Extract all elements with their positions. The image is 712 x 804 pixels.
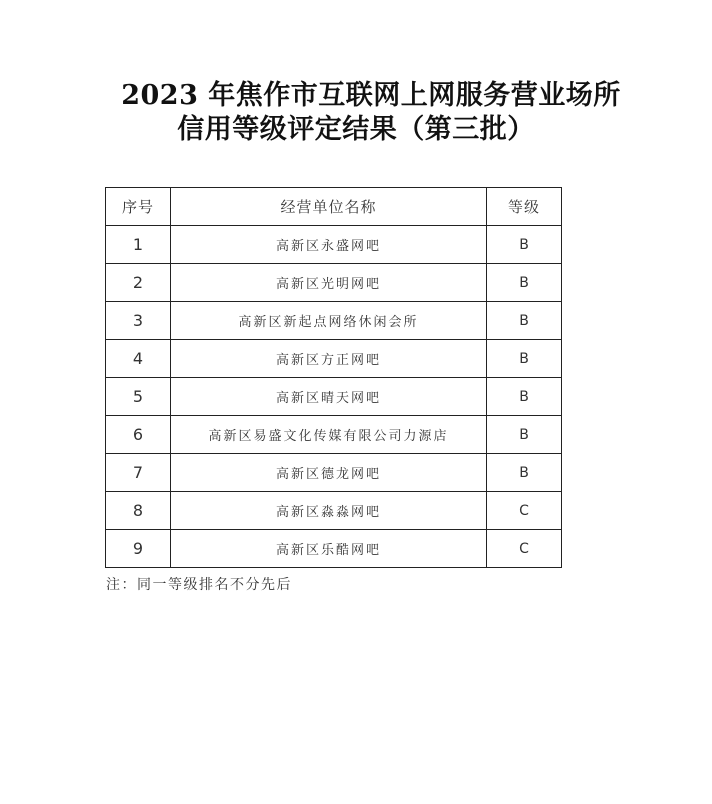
header-grade: 等级: [487, 188, 562, 226]
row-serial-number: 1: [106, 226, 171, 264]
row-grade: B: [487, 416, 562, 454]
document-title-line-2: 信用等级评定结果（第三批）: [177, 114, 535, 145]
row-grade: B: [487, 226, 562, 264]
row-serial-number: 4: [106, 340, 171, 378]
row-serial-number: 3: [106, 302, 171, 340]
table-row: [106, 378, 562, 416]
row-grade: B: [487, 454, 562, 492]
row-business-name: 高新区德龙网吧: [171, 454, 487, 492]
row-grade: B: [487, 302, 562, 340]
table-row: [106, 530, 562, 568]
row-business-name: 高新区光明网吧: [171, 264, 487, 302]
footnote: 注：同一等级排名不分先后: [106, 577, 292, 593]
row-grade: C: [487, 530, 562, 568]
row-business-name: 高新区淼淼网吧: [171, 492, 487, 530]
row-grade: B: [487, 378, 562, 416]
table-row: [106, 264, 562, 302]
row-grade: B: [487, 340, 562, 378]
row-business-name: 高新区乐酷网吧: [171, 530, 487, 568]
row-business-name: 高新区易盛文化传媒有限公司力源店: [171, 416, 487, 454]
row-serial-number: 7: [106, 454, 171, 492]
row-business-name: 高新区方正网吧: [171, 340, 487, 378]
credit-rating-table: [105, 187, 562, 568]
table-row: [106, 416, 562, 454]
header-business-name: 经营单位名称: [171, 188, 487, 226]
document-title-line-1: 2023 年焦作市互联网上网服务营业场所: [121, 80, 621, 111]
row-grade: B: [487, 264, 562, 302]
row-business-name: 高新区新起点网络休闲会所: [171, 302, 487, 340]
table-row: [106, 492, 562, 530]
table-row: [106, 454, 562, 492]
row-grade: C: [487, 492, 562, 530]
table-row: [106, 340, 562, 378]
table-header-row: [106, 188, 562, 226]
row-serial-number: 6: [106, 416, 171, 454]
header-serial-number: 序号: [106, 188, 171, 226]
row-serial-number: 9: [106, 530, 171, 568]
row-serial-number: 8: [106, 492, 171, 530]
table-row: [106, 226, 562, 264]
row-serial-number: 2: [106, 264, 171, 302]
row-serial-number: 5: [106, 378, 171, 416]
table-row: [106, 302, 562, 340]
row-business-name: 高新区永盛网吧: [171, 226, 487, 264]
row-business-name: 高新区晴天网吧: [171, 378, 487, 416]
